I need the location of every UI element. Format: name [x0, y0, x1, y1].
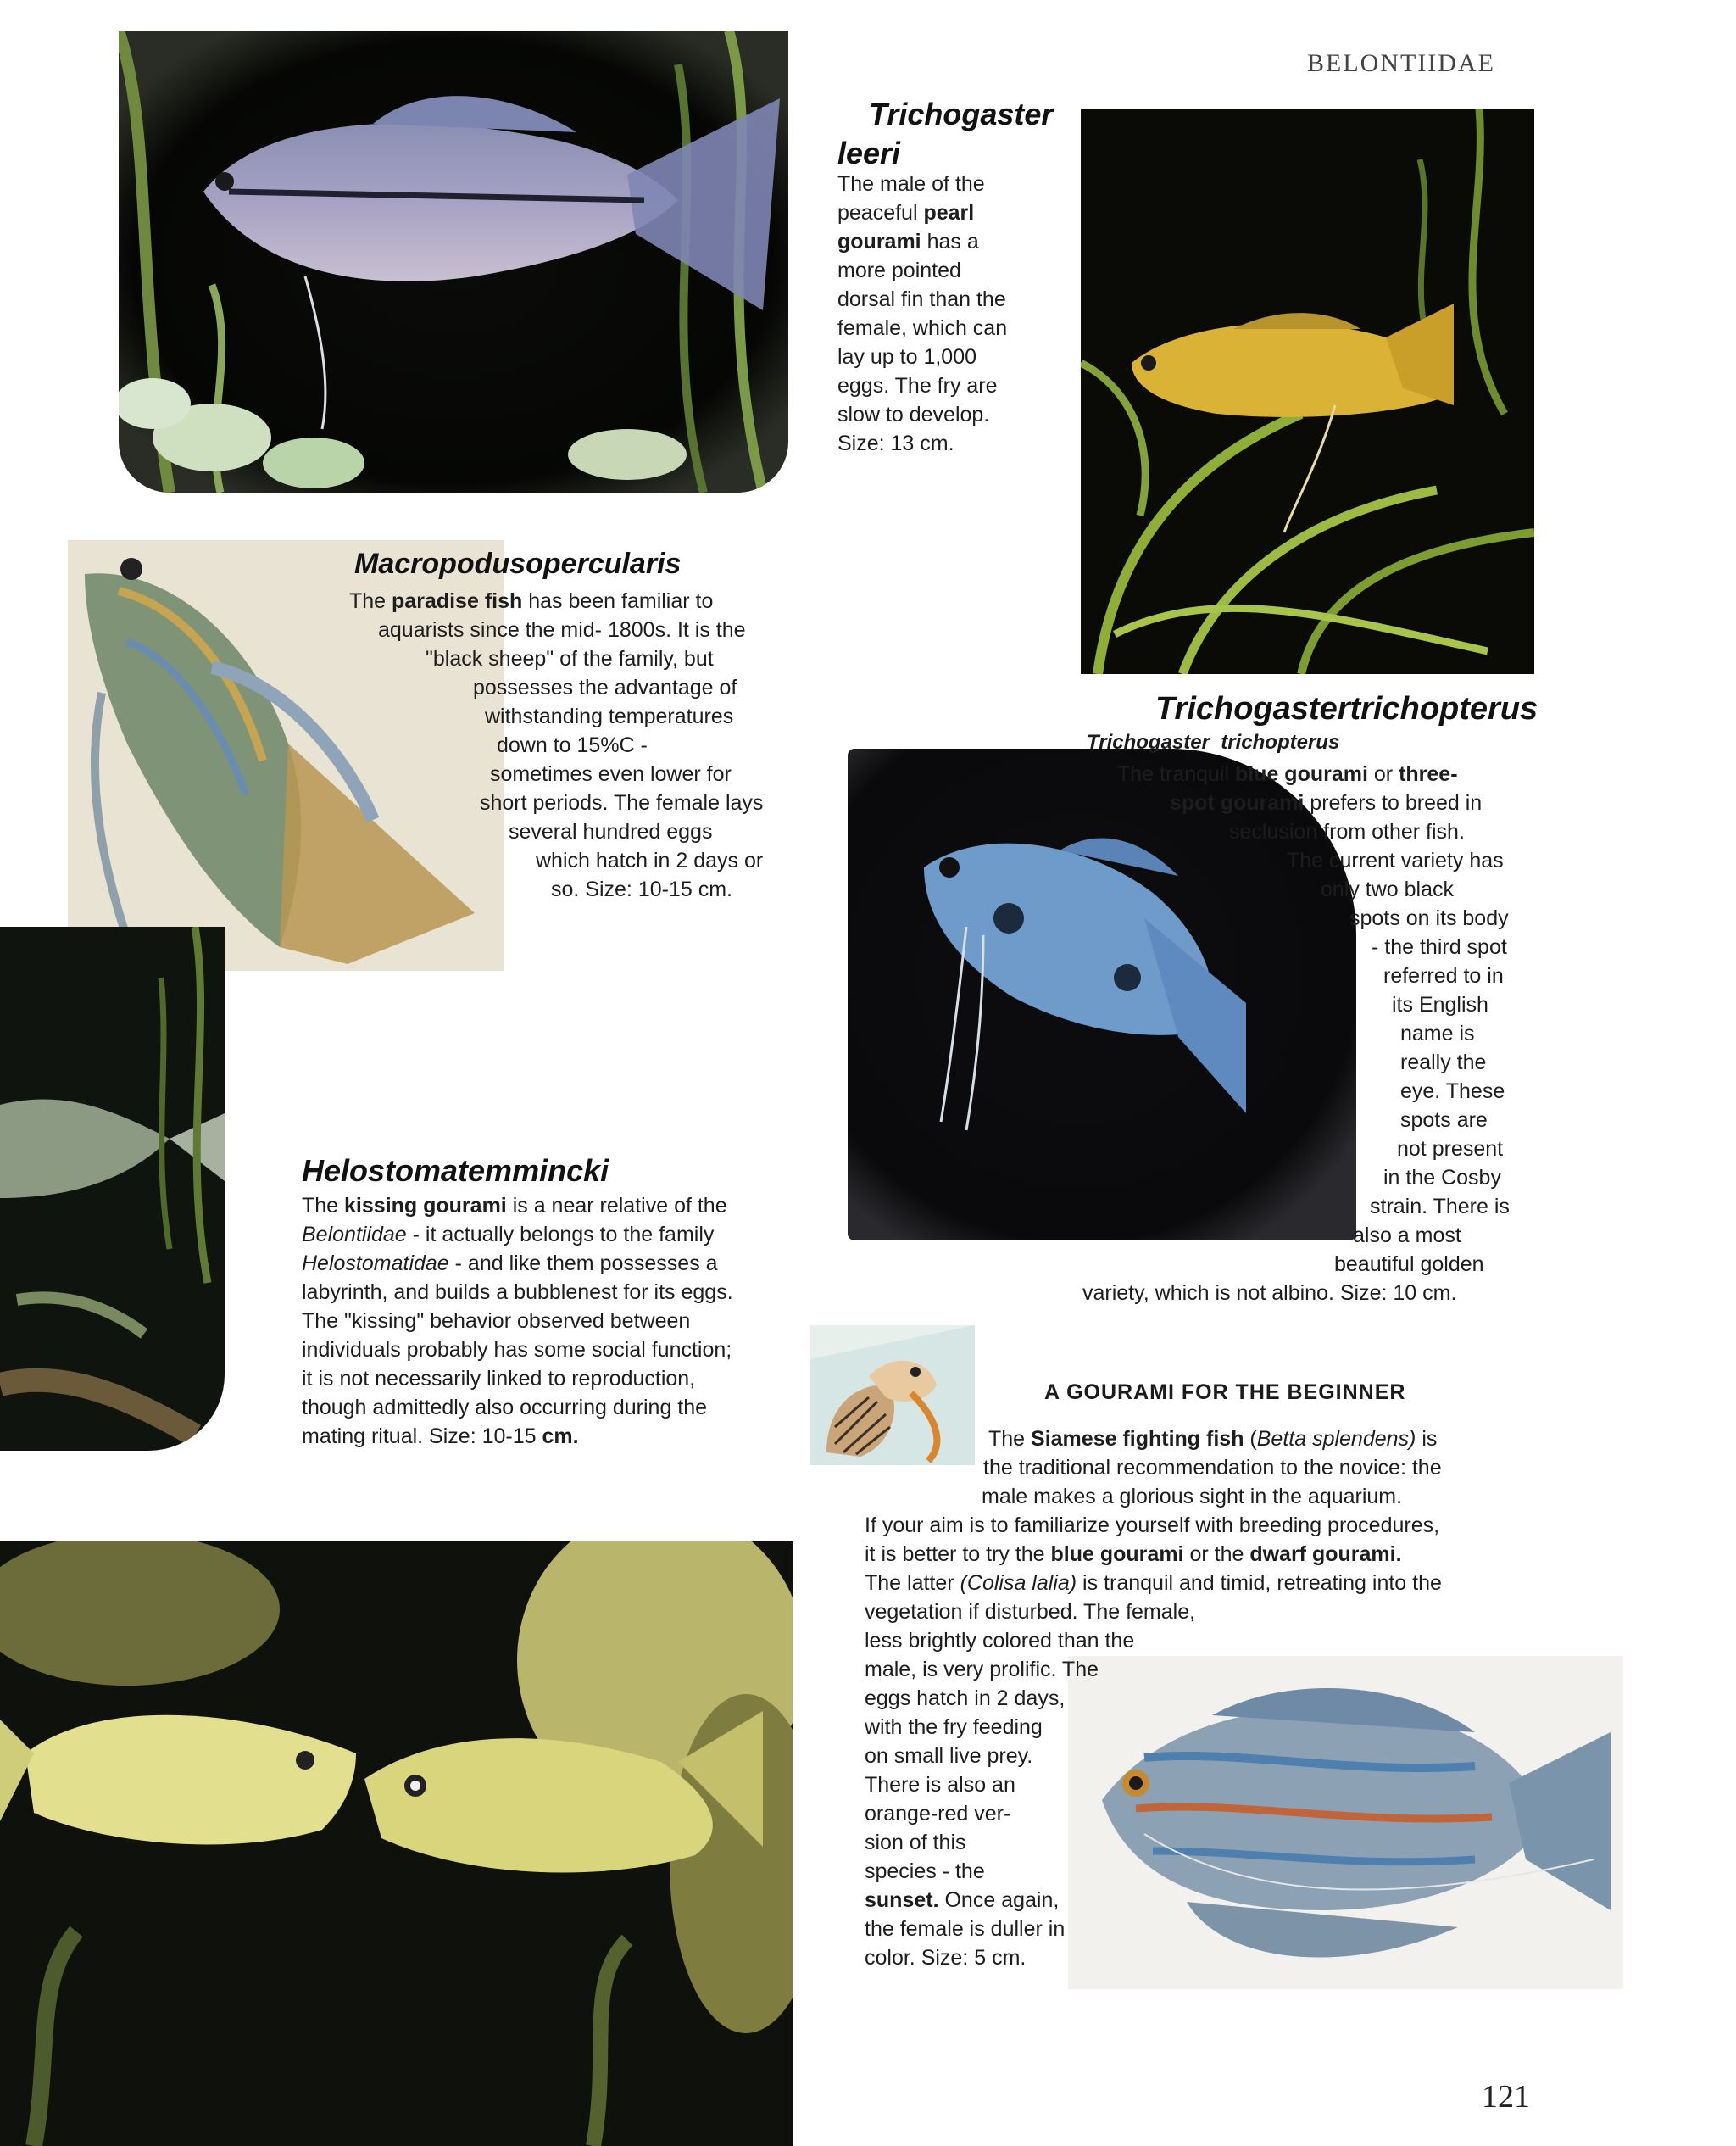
leeri-line	[837, 227, 1007, 256]
trichopterus-line	[0, 817, 1510, 846]
text-run: or	[1367, 762, 1399, 786]
text-run: referred to in	[1383, 964, 1504, 988]
trichopterus-description	[0, 760, 1510, 1307]
leeri-description	[837, 170, 1007, 458]
text-run: gourami	[837, 230, 921, 254]
trichopterus-line	[0, 933, 1510, 962]
trichopterus-line	[0, 1279, 1510, 1307]
text-run: variety, which is not albino. Size: 10 cm.	[1082, 1281, 1457, 1305]
beginner-line	[0, 1943, 1442, 1972]
beginner-line	[0, 1453, 1442, 1482]
text-run: There is also an	[865, 1773, 1015, 1797]
text-run: beautiful golden	[1334, 1252, 1484, 1276]
macropodus-line	[0, 731, 763, 760]
leeri-line	[837, 198, 1007, 227]
trichopterus-line	[0, 1019, 1510, 1048]
text-run: aquarists since the mid- 1800s. It is the	[378, 618, 746, 642]
leeri-line	[837, 371, 1007, 400]
leeri-line	[837, 170, 1007, 198]
trichopterus-line	[0, 760, 1510, 789]
trichopterus-line	[0, 875, 1510, 904]
beginner-line	[0, 1626, 1442, 1655]
text-run: The "kissing" behavior observed between	[302, 1309, 691, 1333]
helostoma-line	[302, 1364, 733, 1393]
trichopterus-line	[0, 1163, 1510, 1192]
leeri-line	[837, 256, 1007, 285]
beginner-line	[0, 1424, 1442, 1453]
text-run: sometimes even lower for	[490, 762, 732, 786]
text-run: short periods. The female lays	[480, 791, 764, 815]
text-run: pearl	[923, 201, 975, 225]
text-run: species - the	[865, 1859, 985, 1883]
text-run: sion of this	[865, 1831, 966, 1854]
text-run: spot gourami	[1170, 791, 1305, 815]
leeri-line	[837, 400, 1007, 429]
text-run: dwarf gourami.	[1249, 1542, 1402, 1566]
text-run: Betta splendens)	[1256, 1427, 1416, 1451]
leeri-heading-line-1: Trichogaster	[869, 97, 1054, 131]
helostoma-line	[302, 1191, 733, 1220]
text-run: the traditional recommendation to the novice: the	[983, 1456, 1442, 1480]
trichopterus-line	[0, 990, 1510, 1019]
text-run: The	[349, 589, 392, 613]
beginner-line	[0, 1511, 1442, 1540]
leeri-line	[837, 343, 1007, 371]
text-run: The male of the	[837, 172, 985, 196]
text-run: individuals probably has some social function;	[302, 1338, 732, 1362]
leeri-heading-line-2: leeri	[837, 136, 901, 170]
text-run: several hundred eggs	[509, 820, 713, 844]
trichopterus-line	[0, 1077, 1510, 1106]
pearl-gourami-photo	[119, 31, 788, 493]
text-run: Siamese fighting fish	[1031, 1427, 1244, 1451]
text-run: male makes a glorious sight in the aquarium.	[982, 1485, 1403, 1508]
text-run: Belontiidae	[302, 1223, 407, 1246]
helostoma-heading: Helostomatemmincki	[302, 1153, 609, 1188]
text-run: so. Size: 10-15 cm.	[551, 878, 732, 901]
text-run: orange-red ver-	[865, 1802, 1011, 1825]
trichopterus-line	[0, 962, 1510, 990]
trichopterus-line	[0, 1048, 1510, 1077]
page-number: 121	[1482, 2079, 1530, 2115]
text-run: kissing gourami	[344, 1194, 507, 1218]
text-run: has been familiar to	[522, 589, 714, 613]
text-run: eggs hatch in 2 days,	[865, 1686, 1066, 1710]
leeri-line	[837, 285, 1007, 314]
beginner-line	[0, 1886, 1442, 1915]
text-run: male, is very prolific. The	[865, 1658, 1099, 1681]
helostoma-line	[302, 1220, 733, 1249]
text-run: seclusion from other fish.	[1229, 820, 1465, 844]
text-run: spots are	[1400, 1108, 1488, 1132]
text-run: color. Size: 5 cm.	[865, 1946, 1027, 1970]
text-run: - the third spot	[1372, 935, 1507, 959]
text-run: dorsal fin than the	[837, 287, 1006, 311]
text-run: down to 15%C -	[497, 733, 648, 757]
text-run: - it actually belongs to the family	[406, 1223, 715, 1246]
helostoma-line	[302, 1335, 733, 1364]
helostoma-line	[302, 1249, 733, 1278]
text-run: though admittedly also occurring during the	[302, 1396, 708, 1419]
macropodus-heading: Macropodusopercularis	[354, 548, 682, 580]
text-run: (Colisa lalia)	[960, 1571, 1077, 1595]
beginner-line	[0, 1684, 1442, 1713]
text-run: has a	[921, 230, 979, 254]
text-run: only two black	[1321, 878, 1455, 901]
text-run: prefers to breed in	[1304, 791, 1483, 815]
text-run: it is better to try the	[865, 1542, 1051, 1566]
text-run: Once again,	[938, 1888, 1060, 1912]
beginner-line	[0, 1828, 1442, 1857]
text-run: (	[1244, 1427, 1257, 1451]
text-run: more pointed	[837, 259, 961, 282]
text-run: - and like them possesses a	[448, 1251, 718, 1275]
beginner-line	[0, 1799, 1442, 1828]
text-run: The	[302, 1194, 345, 1218]
trichopterus-line	[0, 846, 1510, 875]
text-run: the female is duller in	[865, 1917, 1066, 1941]
text-run: withstanding temperatures	[485, 705, 734, 728]
helostoma-line	[302, 1393, 733, 1422]
leeri-line	[837, 429, 1007, 458]
text-run: "black sheep" of the family, but	[426, 647, 714, 671]
macropodus-line	[0, 673, 763, 702]
text-run: with the fry feeding	[865, 1715, 1043, 1739]
macropodus-line	[0, 616, 763, 644]
text-run: really the	[1400, 1051, 1487, 1074]
running-head: BELONTIIDAE	[1307, 49, 1495, 77]
beginner-line	[0, 1915, 1442, 1943]
trichopterus-line	[0, 904, 1510, 933]
beginner-line	[0, 1857, 1442, 1886]
text-run: The current variety has	[1287, 849, 1504, 872]
text-run: its English	[1392, 993, 1488, 1017]
text-run: or the	[1183, 1542, 1250, 1566]
text-run: blue gourami	[1050, 1542, 1184, 1566]
text-run: peaceful	[837, 201, 924, 225]
trichopterus-line	[0, 1250, 1510, 1279]
trichopterus-line	[0, 1134, 1510, 1163]
trichopterus-line	[0, 1192, 1510, 1221]
text-run: labyrinth, and builds a bubblenest for its eggs.	[302, 1280, 733, 1304]
beginner-line	[0, 1597, 1442, 1626]
yellow-gourami-photo	[1081, 109, 1534, 674]
text-run: not present	[1397, 1137, 1504, 1161]
text-run: it is not necessarily linked to reproduction,	[302, 1367, 696, 1391]
text-run: vegetation if disturbed. The female,	[865, 1600, 1196, 1624]
helostoma-line	[302, 1278, 733, 1307]
beginner-line	[0, 1482, 1442, 1511]
text-run: The latter	[865, 1571, 960, 1595]
beginner-line	[0, 1655, 1442, 1684]
beginner-description	[0, 1424, 1442, 1972]
text-run: three-	[1399, 762, 1458, 786]
trichopterus-line	[0, 1106, 1510, 1134]
text-run: also a most	[1353, 1223, 1461, 1247]
beginner-line	[0, 1742, 1442, 1770]
text-run: The tranquil	[1117, 762, 1235, 786]
helostoma-line	[302, 1307, 733, 1335]
macropodus-line	[0, 702, 763, 731]
beginner-box-title: A GOURAMI FOR THE BEGINNER	[1044, 1380, 1406, 1404]
text-run: is tranquil and timid, retreating into the	[1077, 1571, 1442, 1595]
text-run: less brightly colored than the	[865, 1629, 1135, 1653]
beginner-line	[0, 1770, 1442, 1799]
text-run: Size: 13 cm.	[837, 432, 954, 455]
text-run: lay up to 1,000	[837, 345, 977, 369]
text-run: female, which can	[837, 316, 1008, 340]
text-run: name is	[1400, 1022, 1475, 1045]
text-run: which hatch in 2 days or	[536, 849, 764, 872]
helostoma-description	[302, 1191, 733, 1451]
trichopterus-subheading: Trichogaster trichopterus	[1087, 731, 1340, 754]
macropodus-line	[0, 644, 763, 673]
text-run: on small live prey.	[865, 1744, 1033, 1768]
trichopterus-line	[0, 1221, 1510, 1250]
trichopterus-heading: Trichogastertrichopterus	[1155, 691, 1538, 727]
beginner-line	[0, 1540, 1442, 1569]
text-run: in the Cosby	[1383, 1166, 1501, 1190]
beginner-line	[0, 1569, 1442, 1597]
text-run: strain. There is	[1370, 1195, 1510, 1218]
text-run: slow to develop.	[837, 403, 990, 426]
beginner-line	[0, 1713, 1442, 1742]
leeri-line	[837, 314, 1007, 343]
text-run: Helostomatidae	[302, 1251, 449, 1275]
text-run: spots on its body	[1349, 906, 1509, 930]
text-run: The	[988, 1427, 1032, 1451]
text-run: If your aim is to familiarize yourself with breeding procedures,	[865, 1513, 1440, 1537]
text-run: blue gourami	[1234, 762, 1368, 786]
trichopterus-line	[0, 789, 1510, 817]
text-run: is	[1416, 1427, 1438, 1451]
text-run: eye. These	[1400, 1079, 1505, 1103]
text-run: paradise fish	[392, 589, 523, 613]
text-run: eggs. The fry are	[837, 374, 998, 398]
text-run: possesses the advantage of	[473, 676, 737, 700]
text-run: sunset.	[865, 1888, 939, 1912]
text-run: cm.	[542, 1424, 579, 1448]
text-run: is a near relative of the	[506, 1194, 727, 1218]
text-run: mating ritual. Size: 10-15	[302, 1424, 542, 1448]
macropodus-line	[0, 587, 763, 616]
